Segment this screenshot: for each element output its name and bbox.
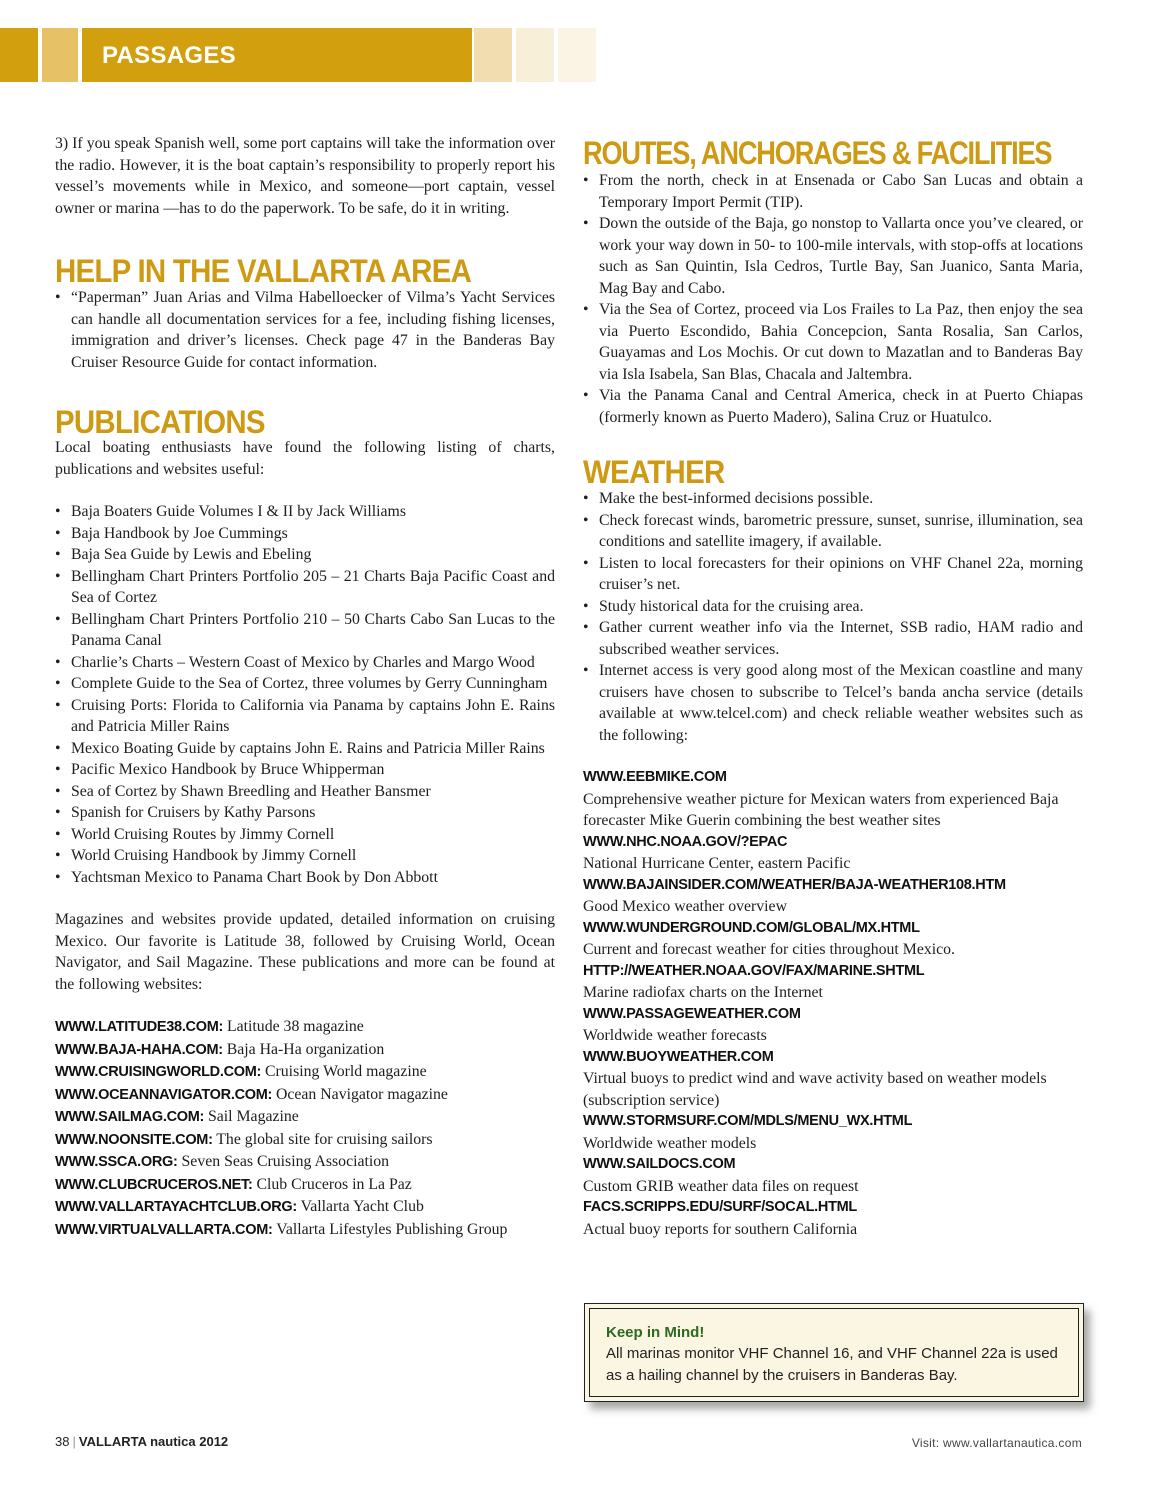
website-entry <box>55 1039 555 1062</box>
website-description: Latitude 38 magazine <box>226 1018 364 1035</box>
route-item: • Down the outside of the Baja, go nonstop to Vallarta once you’ve cleared, or work your way down in 50- to 100-mile intervals, with stop-offs at locations such as San Quintin, Isla Cedros, Turtle Bay, San Juanico, Santa Maria, Mag Bay and Cabo. <box>583 213 1083 299</box>
website-description: Vallarta Yacht Club <box>300 1198 424 1215</box>
website-description: Vallarta Lifestyles Publishing Group <box>276 1220 508 1238</box>
website-description: Sail Magazine <box>207 1108 299 1125</box>
weather-item: • Internet access is very good along most of the Mexican coastline and many cruisers have chosen to subscribe to Telcel’s banda ancha service (details available at www.telcel.com) and check reliable weather websites such as the following: <box>583 660 1083 746</box>
website-entry <box>55 1106 555 1129</box>
publication-item: • Baja Handbook by Joe Cummings <box>55 523 555 545</box>
website-entry <box>55 1084 555 1107</box>
websites-list <box>55 1016 555 1241</box>
weather-site-description: Comprehensive weather picture for Mexican waters from experienced Baja forecaster Mike Guerin combining the best weather sites <box>583 790 1059 829</box>
website-description: Ocean Navigator magazine <box>275 1085 448 1103</box>
section-title: PASSAGES <box>82 28 472 82</box>
weather-site-url[interactable]: WWW.STORMSURF.COM/MDLS/MENU_WX.HTML <box>583 1113 913 1129</box>
right-column <box>583 134 1083 1240</box>
website-url[interactable]: WWW.SSCA.ORG: <box>55 1154 178 1170</box>
website-description: Cruising World magazine <box>264 1063 427 1080</box>
route-item: • From the north, check in at Ensenada or Cabo San Lucas and obtain a Temporary Import Permit (TIP). <box>583 170 1083 213</box>
keep-in-mind-box <box>584 1303 1084 1402</box>
website-entry <box>55 1129 555 1152</box>
footer-separator: | <box>72 1434 76 1449</box>
publications-heading: PUBLICATIONS <box>55 404 265 440</box>
website-url[interactable]: WWW.LATITUDE38.COM: <box>55 1019 224 1035</box>
weather-site-url[interactable]: WWW.BUOYWEATHER.COM <box>583 1048 774 1065</box>
help-list <box>55 287 555 373</box>
keep-in-mind-title: Keep in Mind! <box>606 1324 705 1341</box>
publication-item: • Pacific Mexico Handbook by Bruce Whipperman <box>55 759 555 781</box>
publication-item: • Yachtsman Mexico to Panama Chart Book by Don Abbott <box>55 867 555 889</box>
website-url[interactable]: WWW.CLUBCRUCEROS.NET: <box>55 1176 253 1193</box>
publications-intro: Local boating enthusiasts have found the following listing of charts, publications and websites useful: <box>55 439 555 478</box>
publication-item: • Cruising Ports: Florida to California via Panama by captains John E. Rains and Patricia Miller Rains <box>55 695 555 738</box>
help-item: • “Paperman” Juan Arias and Vilma Habelloecker of Vilma’s Yacht Services can handle all documentation services for a fee, including fishing licenses, immigration and driver’s licenses. Check page 47 in the Banderas Bay Cruiser Resource Guide for contact information. <box>55 287 555 373</box>
website-url[interactable]: WWW.BAJA-HAHA.COM: <box>55 1041 223 1058</box>
website-entry <box>55 1196 555 1219</box>
page-number: 38 <box>55 1434 70 1449</box>
weather-item: • Study historical data for the cruising area. <box>583 596 1083 618</box>
website-entry <box>55 1016 555 1039</box>
keep-in-mind-text: All marinas monitor VHF Channel 16, and VHF Channel 22a is used as a hailing channel by the cruisers in Banderas Bay. <box>606 1345 1058 1384</box>
website-url[interactable]: WWW.CRUISINGWORLD.COM: <box>55 1064 262 1080</box>
weather-site-url[interactable]: HTTP://WEATHER.NOAA.GOV/FAX/MARINE.SHTML <box>583 962 925 979</box>
website-description: The global site for cruising sailors <box>216 1130 433 1148</box>
weather-site-url[interactable]: WWW.BAJAINSIDER.COM/WEATHER/BAJA-WEATHER108.HTM <box>583 876 1006 893</box>
weather-item: • Gather current weather info via the Internet, SSB radio, HAM radio and subscribed weather services. <box>583 617 1083 660</box>
website-entry <box>55 1061 555 1084</box>
footer-left <box>55 1434 228 1449</box>
publication-item: • World Cruising Routes by Jimmy Cornell <box>55 824 555 846</box>
keep-in-mind-inner <box>589 1308 1079 1397</box>
publication-brand: VALLARTA nautica 2012 <box>78 1434 229 1449</box>
weather-item: • Check forecast winds, barometric pressure, sunset, sunrise, illumination, sea conditions and satellite imagery, if available. <box>583 510 1083 553</box>
header-block-4 <box>516 28 554 82</box>
weather-site-description: Marine radiofax charts on the Internet <box>583 984 823 1001</box>
footer-visit: Visit: www.vallartanautica.com <box>911 1436 1082 1450</box>
publication-item: • Mexico Boating Guide by captains John E. Rains and Patricia Miller Rains <box>55 738 555 760</box>
weather-site-description: Good Mexico weather overview <box>583 898 787 915</box>
publications-list <box>55 501 555 888</box>
header-block-1 <box>0 28 38 82</box>
publication-item: • Charlie’s Charts – Western Coast of Mexico by Charles and Margo Wood <box>55 652 555 674</box>
publication-item: • Baja Boaters Guide Volumes I & II by Jack Williams <box>55 501 555 523</box>
website-url[interactable]: WWW.OCEANNAVIGATOR.COM: <box>55 1086 273 1103</box>
weather-heading: WEATHER <box>583 454 725 490</box>
weather-sites-list <box>583 767 1083 1240</box>
website-url[interactable]: WWW.SAILMAG.COM: <box>55 1109 205 1125</box>
weather-site-description: Virtual buoys to predict wind and wave activity based on weather models (subscription service) <box>583 1070 1047 1109</box>
intro-paragraph: 3) If you speak Spanish well, some port captains will take the information over the radio. However, it is the boat captain’s responsibility to properly report his vessel’s movements while in Mexico, and someone—port captain, vessel owner or marina —has to do the paperwork. To be safe, do it in writing. <box>55 135 555 217</box>
website-entry <box>55 1174 555 1197</box>
help-heading: HELP IN THE VALLARTA AREA <box>55 253 472 289</box>
weather-site-url[interactable]: WWW.NHC.NOAA.GOV/?EPAC <box>583 833 788 850</box>
weather-list <box>583 488 1083 746</box>
website-description: Baja Ha-Ha organization <box>226 1040 385 1058</box>
weather-site-url[interactable]: WWW.PASSAGEWEATHER.COM <box>583 1005 801 1022</box>
weather-site-description: Current and forecast weather for cities throughout Mexico. <box>583 941 955 958</box>
header-block-5 <box>558 28 596 82</box>
weather-site-description: Worldwide weather models <box>583 1134 757 1152</box>
website-url[interactable]: WWW.VIRTUALVALLARTA.COM: <box>55 1221 273 1238</box>
header-block-2 <box>42 28 78 82</box>
publication-item: • Complete Guide to the Sea of Cortez, three volumes by Gerry Cunningham <box>55 673 555 695</box>
routes-heading: ROUTES, ANCHORAGES & FACILITIES <box>583 135 1052 171</box>
website-description: Seven Seas Cruising Association <box>181 1153 390 1170</box>
website-url[interactable]: WWW.NOONSITE.COM: <box>55 1131 213 1148</box>
route-item: • Via the Panama Canal and Central America, check in at Puerto Chiapas (formerly known as Puerto Madero), Salina Cruz or Huatulco. <box>583 385 1083 428</box>
weather-site-url[interactable]: FACS.SCRIPPS.EDU/SURF/SOCAL.HTML <box>583 1199 857 1215</box>
publication-item: • Bellingham Chart Printers Portfolio 210 – 50 Charts Cabo San Lucas to the Panama Canal <box>55 609 555 652</box>
weather-site-url[interactable]: WWW.SAILDOCS.COM <box>583 1156 736 1172</box>
publication-item: • World Cruising Handbook by Jimmy Cornell <box>55 845 555 867</box>
publication-item: • Baja Sea Guide by Lewis and Ebeling <box>55 544 555 566</box>
weather-item: • Listen to local forecasters for their opinions on VHF Chanel 22a, morning cruiser’s net. <box>583 553 1083 596</box>
weather-item: • Make the best-informed decisions possible. <box>583 488 1083 510</box>
route-item: • Via the Sea of Cortez, proceed via Los Frailes to La Paz, then enjoy the sea via Puerto Escondido, Bahia Concepcion, Santa Rosalia, San Carlos, Guayamas and Los Mochis. Or cut down to Mazatlan and to Banderas Bay via Isla Isabela, San Blas, Chacala and Jaltembra. <box>583 299 1083 385</box>
magazines-paragraph: Magazines and websites provide updated, detailed information on cruising Mexico. Our favorite is Latitude 38, followed by Cruising World, Ocean Navigator, and Sail Magazine. These publications and more can be found at the following websites: <box>55 911 555 993</box>
weather-site-description: Worldwide weather forecasts <box>583 1027 767 1044</box>
weather-site-description: Custom GRIB weather data files on request <box>583 1177 859 1195</box>
left-column <box>55 133 555 1241</box>
website-entry <box>55 1219 555 1242</box>
publication-item: • Bellingham Chart Printers Portfolio 205 – 21 Charts Baja Pacific Coast and Sea of Cortez <box>55 566 555 609</box>
website-entry <box>55 1151 555 1174</box>
weather-site-url[interactable]: WWW.WUNDERGROUND.COM/GLOBAL/MX.HTML <box>583 919 920 936</box>
weather-site-url[interactable]: WWW.EEBMIKE.COM <box>583 769 727 785</box>
weather-site-description: Actual buoy reports for southern California <box>583 1220 858 1238</box>
website-description: Club Cruceros in La Paz <box>256 1175 412 1193</box>
publication-item: • Sea of Cortez by Shawn Breedling and Heather Bansmer <box>55 781 555 803</box>
routes-list <box>583 170 1083 428</box>
publication-item: • Spanish for Cruisers by Kathy Parsons <box>55 802 555 824</box>
website-url[interactable]: WWW.VALLARTAYACHTCLUB.ORG: <box>55 1199 297 1215</box>
header-block-3 <box>474 28 512 82</box>
weather-site-description: National Hurricane Center, eastern Pacific <box>583 855 851 872</box>
